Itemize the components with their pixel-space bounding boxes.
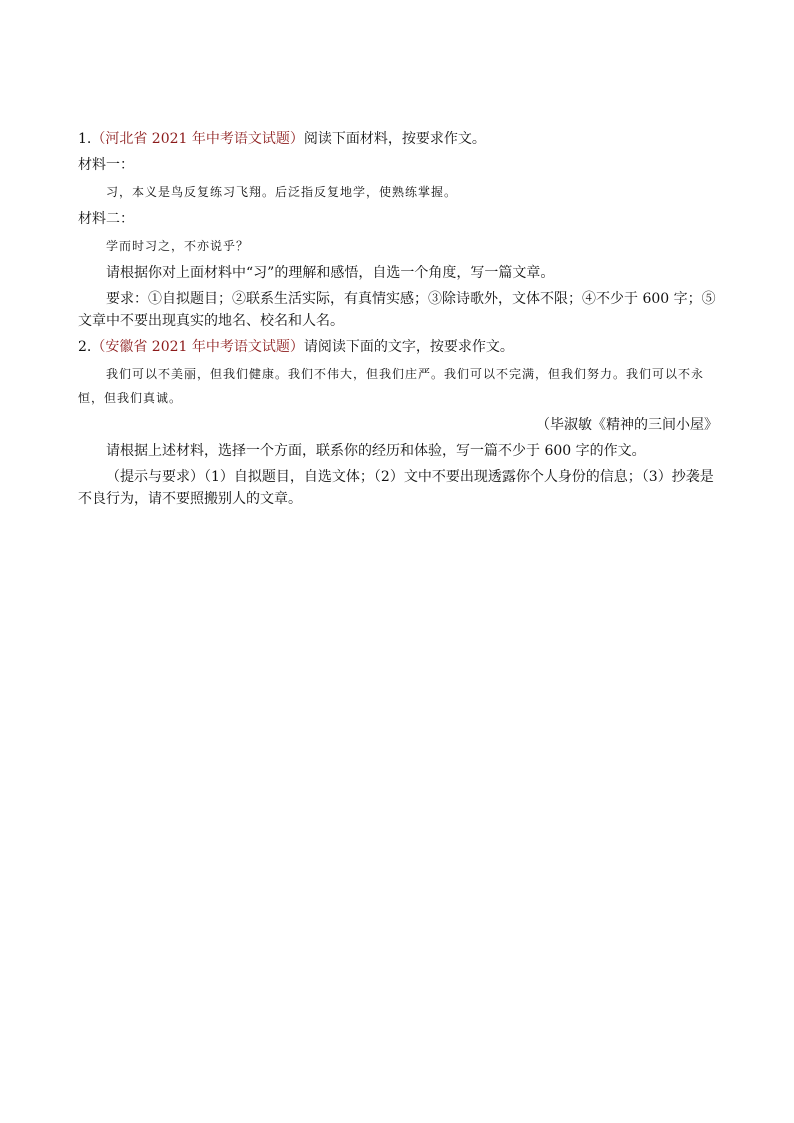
- q1-source: （河北省 2021 年中考语文试题）: [91, 131, 304, 147]
- q2-quote: 我们可以不美丽，但我们健康。我们不伟大，但我们庄严。我们可以不完满，但我们努力。我们可以不永恒，但我们真诚。: [78, 367, 705, 405]
- q2-prompt: 请根据上述材料，选择一个方面，联系你的经历和体验，写一篇不少于 600 字的作文。: [106, 443, 646, 459]
- q2-tips: （提示与要求）（1）自拟题目，自选文体；（2）文中不要出现透露你个人身份的信息；（3）抄袭是不良行为，请不要照搬别人的文章。: [78, 469, 714, 507]
- q1-header: [78, 128, 718, 150]
- q1-material2-label: 材料二：: [78, 211, 134, 227]
- q1-requirements: 要求：①自拟题目；②联系生活实际，有真情实感；③除诗歌外，文体不限；④不少于 600 字；⑤文章中不要出现真实的地名、校名和人名。: [78, 291, 716, 329]
- q1-material2-text: 学而时习之，不亦说乎？: [106, 239, 250, 253]
- q1-material1-text: 习，本义是鸟反复练习飞翔。后泛指反复地学，使熟练掌握。: [106, 185, 458, 199]
- q2-source: （安徽省 2021 年中考语文试题）: [91, 339, 304, 355]
- q1-prompt: 请根据你对上面材料中“习”的理解和感悟，自选一个角度，写一篇文章。: [106, 265, 555, 281]
- q1-instruction: 阅读下面材料，按要求作文。: [303, 131, 486, 147]
- q2-header: [78, 336, 718, 358]
- q2-attribution: （毕淑敏《精神的三间小屋》: [536, 417, 718, 433]
- document-content: [78, 128, 718, 514]
- q1-material1-label: 材料一：: [78, 157, 134, 173]
- q2-number: 2.: [78, 339, 92, 355]
- q2-instruction: 请阅读下面的文字，按要求作文。: [303, 339, 514, 355]
- q1-number: 1.: [78, 131, 92, 147]
